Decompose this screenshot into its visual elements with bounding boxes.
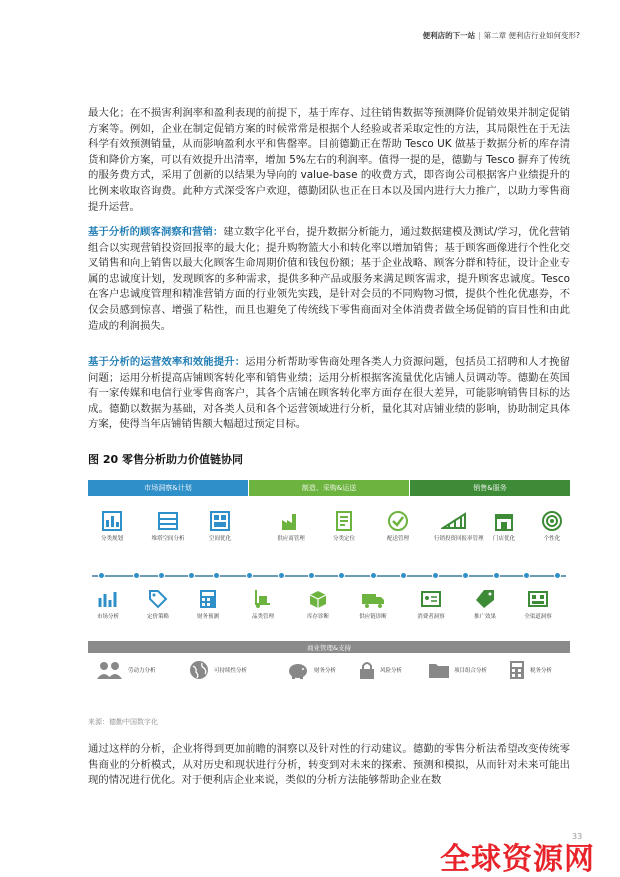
timeline-dot	[246, 572, 253, 579]
document-chart-icon	[333, 510, 355, 532]
support-band: 商业管理&支持	[88, 641, 570, 653]
support-item: 可持续性分析	[188, 660, 247, 680]
paragraph-3-lead: 基于分析的运营效率和效能提升：	[88, 356, 246, 368]
bottom-item: 品类管理	[243, 588, 283, 620]
people-icon	[96, 660, 124, 680]
paragraph-1: 最大化；在不损害利润率和盈利表现的前提下，基于库存、过往销售数据等预测降价促销效果并制定促销方案等。例如，企业在制定促销方案的时候常常是根据个人经验或者采取定性的方法，其局限性在于无法科学有效预测销量，从而影响盈利水平和售罄率。目前德勤正在帮助 Tesco UK 做基于数据分析的库存清货和降价方案，可以有效提升出清率，增加 5%左右的利润率。值得一提的是，德勤与 Tesco 摒弃了传统的服务费方式，采用了创新的以结果为导向的 value-base 的收费方式，即咨询公司根据客户业绩提升的比例来收取咨询费。此种方式深受客户欢迎，德勤团队也正在日本以及国内进行大力推广，以助力零售商提升运营。	[88, 107, 570, 213]
band-manufacturing: 制造、采购&运送	[249, 480, 409, 496]
paragraph-3	[88, 355, 570, 433]
pricing-tag-icon	[147, 588, 169, 610]
timeline-dot	[400, 572, 407, 579]
paragraph-4: 通过这样的分析，企业将得到更加前瞻的洞察以及针对性的行动建议。德勤的零售分析法希望改变传统零售商业的分析模式，从对历史和现状进行分析，转变到对未来的探索、预测和模拟，从而针对未来可能出现的情况进行优化。对于便利店企业来说，类似的分析方法能够帮助企业在数	[88, 743, 570, 787]
timeline-dot	[308, 572, 315, 579]
handtruck-icon	[252, 588, 274, 610]
personalization-target-icon	[540, 510, 564, 532]
checkmark-circle-icon	[387, 510, 409, 532]
figure-source: 来源：德勤中国数字化	[88, 718, 158, 726]
timeline-dot	[493, 572, 500, 579]
bottom-item: 推广效果	[465, 588, 505, 620]
paragraph-3-body: 运用分析帮助零售商处理各类人力资源问题，包括员工招聘和人才挽留问题；运用分析提高店铺顾客转化率和销售业绩；运用分析根据客流量优化店铺人员调动等。德勤在英国有一家传媒和电信行业零售商客户，其各个店铺在顾客转化率方面存在很大差异，可能影响销售目标的达成。德勤以数据为基础，对各类人员和各个运营领域进行分析，量化其对店铺业绩的影响，协助制定具体方案，使得当年店铺销售额大幅超过预定目标。	[88, 356, 570, 431]
timeline-dot	[133, 572, 140, 579]
top-item: 堆塔空间分析	[148, 510, 188, 542]
top-item: 配送管理	[378, 510, 418, 542]
grid-chart-icon	[101, 510, 123, 532]
paragraph-2-body: 建立数字化平台，提升数据分析能力，通过数据建模及测试/学习，优化营销组合以实现营销投资回报率的最大化；提升购物篮大小和转化率以增加销售；基于顾客画像进行个性化交叉销售和向上销售以最大化顾客生命周期价值和钱包份额；基于企业战略、顾客分群和特征，设计企业专属的忠诚度计划，发现顾客的多种需求，提供多种产品或服务来满足顾客需求，提升顾客忠诚度。Tesco 在客户忠诚度管理和精准营销方面的行业领先实践，是针对会员的不同购物习惯，提供个性化优惠券，不仅会员感到惊喜、增强了粘性，而且也避免了传统线下零售商面对全体消费者做全场促销的盲目性和由此造成的利润损失。	[88, 226, 571, 332]
figure-title: 图 20 零售分析助力价值链协同	[88, 453, 243, 466]
band-sales-service: 销售&服务	[410, 480, 570, 496]
top-item: 门店优化	[484, 510, 524, 542]
top-item: 供应商管理	[271, 510, 311, 542]
bottom-item: 供应链诊断	[353, 588, 393, 620]
timeline-dot	[213, 572, 220, 579]
support-item: 风险分析	[358, 660, 402, 680]
top-item: 个性化	[532, 510, 572, 542]
support-item: 劳动力分析	[96, 660, 156, 680]
header-title: 便利店的下一站	[422, 31, 476, 40]
timeline-dot	[432, 572, 439, 579]
price-tag-icon	[474, 588, 496, 610]
timeline-dot	[462, 572, 469, 579]
timeline-dot	[338, 572, 345, 579]
tax-calculator-icon	[508, 660, 526, 680]
layout-icon	[209, 510, 231, 532]
package-box-icon	[307, 588, 329, 610]
timeline-dot	[523, 572, 530, 579]
bottom-item: 全渠道洞察	[518, 588, 558, 620]
watermark: 全球资源网	[440, 842, 595, 877]
omnichannel-store-icon	[527, 588, 549, 610]
calculator-icon	[197, 588, 219, 610]
top-item: 分类规划	[92, 510, 132, 542]
support-row	[88, 660, 570, 684]
id-card-icon	[420, 588, 442, 610]
top-item: 空间优化	[200, 510, 240, 542]
bottom-item: 财务预测	[188, 588, 228, 620]
truck-icon	[361, 588, 385, 610]
market-analysis-icon	[97, 588, 119, 610]
marketing-roi-icon	[441, 510, 467, 532]
running-header: 便利店的下一站 | 第二章 便利店行业如何变形?	[422, 31, 580, 40]
header-chapter: 第二章 便利店行业如何变形?	[483, 31, 580, 40]
shelf-icon	[157, 510, 179, 532]
timeline-dot	[278, 572, 285, 579]
support-item: 税务分析	[508, 660, 552, 680]
value-chain-diagram	[88, 480, 570, 690]
timeline-dot	[158, 572, 165, 579]
bottom-item: 库存诊断	[298, 588, 338, 620]
paragraph-2	[88, 225, 570, 334]
timeline-dot	[98, 572, 105, 579]
globe-icon	[188, 660, 210, 680]
bottom-item: 定价策略	[138, 588, 178, 620]
page-number: 33	[572, 832, 583, 841]
bottom-item: 市场分析	[88, 588, 128, 620]
band-market-insight: 市场洞察&计划	[88, 480, 248, 496]
paragraph-2-lead: 基于分析的顾客洞察和营销：	[88, 226, 224, 238]
top-item: 分类定位	[324, 510, 364, 542]
support-item: 项目组合分析	[428, 660, 487, 680]
storefront-icon	[493, 510, 515, 532]
factory-icon	[280, 510, 302, 532]
timeline-dot	[370, 572, 377, 579]
top-item: 行销投资回报率管理	[434, 510, 474, 542]
support-item: 财务分析	[286, 660, 336, 680]
lock-icon	[358, 660, 376, 680]
piggy-bank-icon	[286, 660, 310, 680]
timeline-dot	[188, 572, 195, 579]
bottom-item: 消费者洞察	[411, 588, 451, 620]
folder-icon	[428, 660, 450, 680]
timeline	[88, 572, 570, 580]
timeline-dot	[554, 572, 561, 579]
